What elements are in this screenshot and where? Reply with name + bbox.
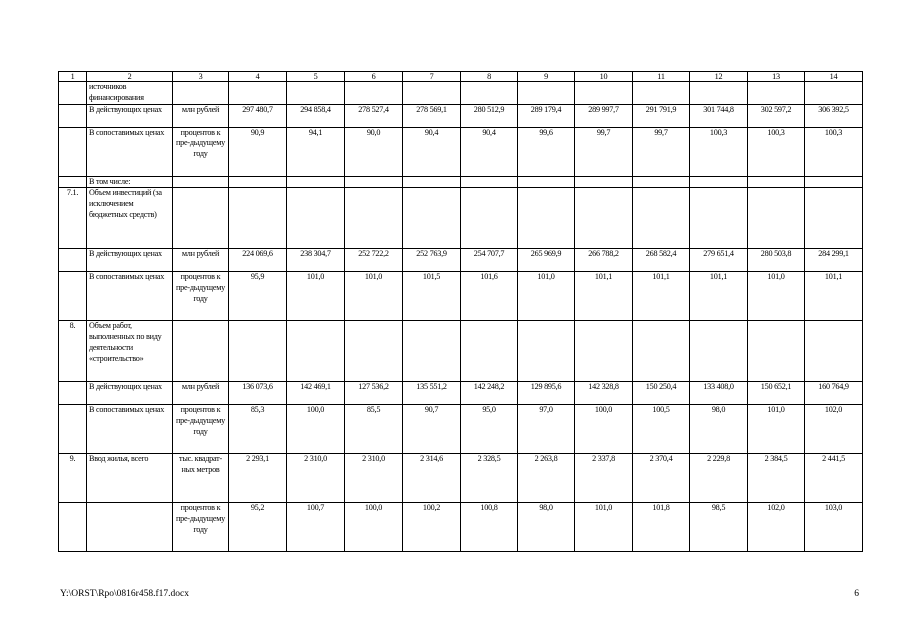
value-cell: 297 480,7 xyxy=(229,104,287,127)
value-cell xyxy=(403,82,461,105)
value-cell: 280 503,8 xyxy=(748,249,805,272)
value-cell: 238 304,7 xyxy=(287,249,345,272)
value-cell xyxy=(461,82,518,105)
value-cell: 101,0 xyxy=(748,405,805,454)
value-cell: 100,2 xyxy=(403,503,461,552)
value-cell: 133 408,0 xyxy=(690,382,748,405)
value-cell: 278 527,4 xyxy=(345,104,403,127)
column-header: 9 xyxy=(518,72,575,82)
value-cell: 294 858,4 xyxy=(287,104,345,127)
value-cell: 95,9 xyxy=(229,272,287,321)
value-cell: 98,0 xyxy=(518,503,575,552)
value-cell xyxy=(229,321,287,382)
indicator-name-cell: Объем инвестиций (за исключением бюджетных средств) xyxy=(87,188,173,249)
table-row xyxy=(59,188,863,249)
unit-cell xyxy=(173,82,229,105)
table-row xyxy=(59,104,863,127)
value-cell: 2 384,5 xyxy=(748,454,805,503)
value-cell: 101,6 xyxy=(461,272,518,321)
value-cell xyxy=(461,321,518,382)
value-cell: 2 314,6 xyxy=(403,454,461,503)
value-cell xyxy=(518,82,575,105)
value-cell: 101,1 xyxy=(805,272,863,321)
row-number-cell xyxy=(59,176,87,188)
indicator-name-cell: В сопоставимых ценах xyxy=(87,405,173,454)
value-cell xyxy=(287,82,345,105)
value-cell: 90,4 xyxy=(403,127,461,176)
value-cell: 129 895,6 xyxy=(518,382,575,405)
value-cell xyxy=(287,176,345,188)
column-header: 10 xyxy=(575,72,633,82)
value-cell xyxy=(403,321,461,382)
value-cell: 279 651,4 xyxy=(690,249,748,272)
value-cell xyxy=(748,321,805,382)
value-cell: 291 791,9 xyxy=(633,104,690,127)
value-cell xyxy=(690,321,748,382)
row-number-cell xyxy=(59,82,87,105)
row-number-cell xyxy=(59,272,87,321)
indicator-name-cell: источников финансирования xyxy=(87,82,173,105)
indicator-name-cell: В сопоставимых ценах xyxy=(87,272,173,321)
value-cell xyxy=(518,188,575,249)
table-row xyxy=(59,176,863,188)
value-cell: 302 597,2 xyxy=(748,104,805,127)
value-cell: 135 551,2 xyxy=(403,382,461,405)
value-cell: 2 263,8 xyxy=(518,454,575,503)
value-cell: 100,3 xyxy=(748,127,805,176)
value-cell xyxy=(633,321,690,382)
value-cell xyxy=(403,176,461,188)
value-cell xyxy=(345,176,403,188)
value-cell: 265 969,9 xyxy=(518,249,575,272)
column-header: 1 xyxy=(59,72,87,82)
value-cell xyxy=(518,176,575,188)
table-header-row xyxy=(59,72,863,82)
value-cell: 100,8 xyxy=(461,503,518,552)
value-cell xyxy=(287,188,345,249)
value-cell: 142 328,8 xyxy=(575,382,633,405)
file-path: Y:\ORST\Rpo\0816r458.f17.docx xyxy=(60,589,189,599)
unit-cell: процентов к пре-дыдущему году xyxy=(173,405,229,454)
value-cell: 150 652,1 xyxy=(748,382,805,405)
column-header: 11 xyxy=(633,72,690,82)
value-cell: 102,0 xyxy=(748,503,805,552)
indicator-name-cell: В сопоставимых ценах xyxy=(87,127,173,176)
value-cell xyxy=(748,188,805,249)
value-cell: 85,5 xyxy=(345,405,403,454)
value-cell: 252 763,9 xyxy=(403,249,461,272)
value-cell: 101,0 xyxy=(518,272,575,321)
value-cell: 268 582,4 xyxy=(633,249,690,272)
row-number-cell: 7.1. xyxy=(59,188,87,249)
value-cell: 254 707,7 xyxy=(461,249,518,272)
value-cell: 101,1 xyxy=(690,272,748,321)
indicator-name-cell: В действующих ценах xyxy=(87,382,173,405)
row-number-cell xyxy=(59,382,87,405)
value-cell: 101,0 xyxy=(748,272,805,321)
value-cell: 103,0 xyxy=(805,503,863,552)
value-cell: 95,0 xyxy=(461,405,518,454)
value-cell xyxy=(229,176,287,188)
value-cell: 252 722,2 xyxy=(345,249,403,272)
unit-cell: млн рублей xyxy=(173,382,229,405)
value-cell: 94,1 xyxy=(287,127,345,176)
value-cell: 2 229,8 xyxy=(690,454,748,503)
table-row xyxy=(59,382,863,405)
data-table xyxy=(58,71,863,552)
table-row xyxy=(59,127,863,176)
indicator-name-cell: Ввод жилья, всего xyxy=(87,454,173,503)
value-cell xyxy=(461,188,518,249)
page-number: 6 xyxy=(854,589,859,599)
value-cell: 280 512,9 xyxy=(461,104,518,127)
value-cell xyxy=(805,176,863,188)
value-cell: 136 073,6 xyxy=(229,382,287,405)
value-cell: 100,7 xyxy=(287,503,345,552)
value-cell: 266 788,2 xyxy=(575,249,633,272)
value-cell xyxy=(461,176,518,188)
value-cell: 2 310,0 xyxy=(345,454,403,503)
unit-cell: процентов к пре-дыдущему году xyxy=(173,503,229,552)
row-number-cell xyxy=(59,503,87,552)
value-cell xyxy=(518,321,575,382)
value-cell xyxy=(575,82,633,105)
row-number-cell xyxy=(59,104,87,127)
value-cell: 90,0 xyxy=(345,127,403,176)
value-cell: 284 299,1 xyxy=(805,249,863,272)
column-header: 4 xyxy=(229,72,287,82)
value-cell: 2 293,1 xyxy=(229,454,287,503)
column-header: 2 xyxy=(87,72,173,82)
value-cell: 2 328,5 xyxy=(461,454,518,503)
value-cell xyxy=(403,188,461,249)
value-cell xyxy=(690,82,748,105)
value-cell: 99,7 xyxy=(633,127,690,176)
unit-cell: млн рублей xyxy=(173,104,229,127)
value-cell: 289 997,7 xyxy=(575,104,633,127)
value-cell: 97,0 xyxy=(518,405,575,454)
value-cell: 2 337,8 xyxy=(575,454,633,503)
value-cell: 101,5 xyxy=(403,272,461,321)
value-cell: 100,0 xyxy=(575,405,633,454)
indicator-name-cell xyxy=(87,503,173,552)
table-row xyxy=(59,503,863,552)
value-cell: 278 569,1 xyxy=(403,104,461,127)
column-header: 8 xyxy=(461,72,518,82)
row-number-cell xyxy=(59,405,87,454)
unit-cell: млн рублей xyxy=(173,249,229,272)
value-cell: 160 764,9 xyxy=(805,382,863,405)
value-cell: 301 744,8 xyxy=(690,104,748,127)
column-header: 3 xyxy=(173,72,229,82)
indicator-name-cell: В том числе: xyxy=(87,176,173,188)
value-cell: 90,7 xyxy=(403,405,461,454)
value-cell: 127 536,2 xyxy=(345,382,403,405)
value-cell xyxy=(748,82,805,105)
value-cell: 101,0 xyxy=(287,272,345,321)
column-header: 12 xyxy=(690,72,748,82)
value-cell: 90,9 xyxy=(229,127,287,176)
row-number-cell: 9. xyxy=(59,454,87,503)
table-row xyxy=(59,405,863,454)
value-cell: 224 069,6 xyxy=(229,249,287,272)
value-cell: 100,5 xyxy=(633,405,690,454)
table-row xyxy=(59,249,863,272)
indicator-name-cell: Объем работ, выполненных по виду деятельности «строительство» xyxy=(87,321,173,382)
value-cell xyxy=(345,188,403,249)
value-cell: 100,3 xyxy=(690,127,748,176)
unit-cell: тыс. квадрат-ных метров xyxy=(173,454,229,503)
unit-cell: процентов к пре-дыдущему году xyxy=(173,127,229,176)
value-cell xyxy=(633,176,690,188)
value-cell: 102,0 xyxy=(805,405,863,454)
row-number-cell xyxy=(59,127,87,176)
column-header: 6 xyxy=(345,72,403,82)
value-cell xyxy=(575,188,633,249)
value-cell xyxy=(345,82,403,105)
value-cell: 95,2 xyxy=(229,503,287,552)
value-cell: 2 310,0 xyxy=(287,454,345,503)
value-cell: 142 469,1 xyxy=(287,382,345,405)
column-header: 13 xyxy=(748,72,805,82)
value-cell xyxy=(690,188,748,249)
unit-cell xyxy=(173,176,229,188)
table-row xyxy=(59,454,863,503)
value-cell: 101,0 xyxy=(345,272,403,321)
value-cell: 101,1 xyxy=(575,272,633,321)
value-cell: 90,4 xyxy=(461,127,518,176)
value-cell: 98,0 xyxy=(690,405,748,454)
value-cell: 101,8 xyxy=(633,503,690,552)
value-cell: 100,3 xyxy=(805,127,863,176)
value-cell: 99,7 xyxy=(575,127,633,176)
value-cell: 85,3 xyxy=(229,405,287,454)
value-cell xyxy=(805,321,863,382)
row-number-cell: 8. xyxy=(59,321,87,382)
unit-cell xyxy=(173,321,229,382)
value-cell: 2 441,5 xyxy=(805,454,863,503)
table-body xyxy=(59,72,863,552)
value-cell: 142 248,2 xyxy=(461,382,518,405)
column-header: 5 xyxy=(287,72,345,82)
value-cell xyxy=(805,188,863,249)
value-cell xyxy=(690,176,748,188)
value-cell: 2 370,4 xyxy=(633,454,690,503)
indicator-name-cell: В действующих ценах xyxy=(87,104,173,127)
value-cell xyxy=(345,321,403,382)
value-cell xyxy=(633,82,690,105)
value-cell: 100,0 xyxy=(287,405,345,454)
value-cell xyxy=(805,82,863,105)
table-row xyxy=(59,321,863,382)
value-cell xyxy=(229,82,287,105)
table-row xyxy=(59,82,863,105)
row-number-cell xyxy=(59,249,87,272)
value-cell: 99,6 xyxy=(518,127,575,176)
value-cell xyxy=(633,188,690,249)
value-cell: 98,5 xyxy=(690,503,748,552)
indicator-name-cell: В действующих ценах xyxy=(87,249,173,272)
value-cell: 289 179,4 xyxy=(518,104,575,127)
value-cell: 306 392,5 xyxy=(805,104,863,127)
value-cell: 101,1 xyxy=(633,272,690,321)
value-cell: 101,0 xyxy=(575,503,633,552)
value-cell xyxy=(229,188,287,249)
column-header: 7 xyxy=(403,72,461,82)
value-cell xyxy=(748,176,805,188)
value-cell xyxy=(287,321,345,382)
unit-cell xyxy=(173,188,229,249)
value-cell: 150 250,4 xyxy=(633,382,690,405)
table-row xyxy=(59,272,863,321)
column-header: 14 xyxy=(805,72,863,82)
value-cell xyxy=(575,176,633,188)
value-cell xyxy=(575,321,633,382)
unit-cell: процентов к пре-дыдущему году xyxy=(173,272,229,321)
value-cell: 100,0 xyxy=(345,503,403,552)
